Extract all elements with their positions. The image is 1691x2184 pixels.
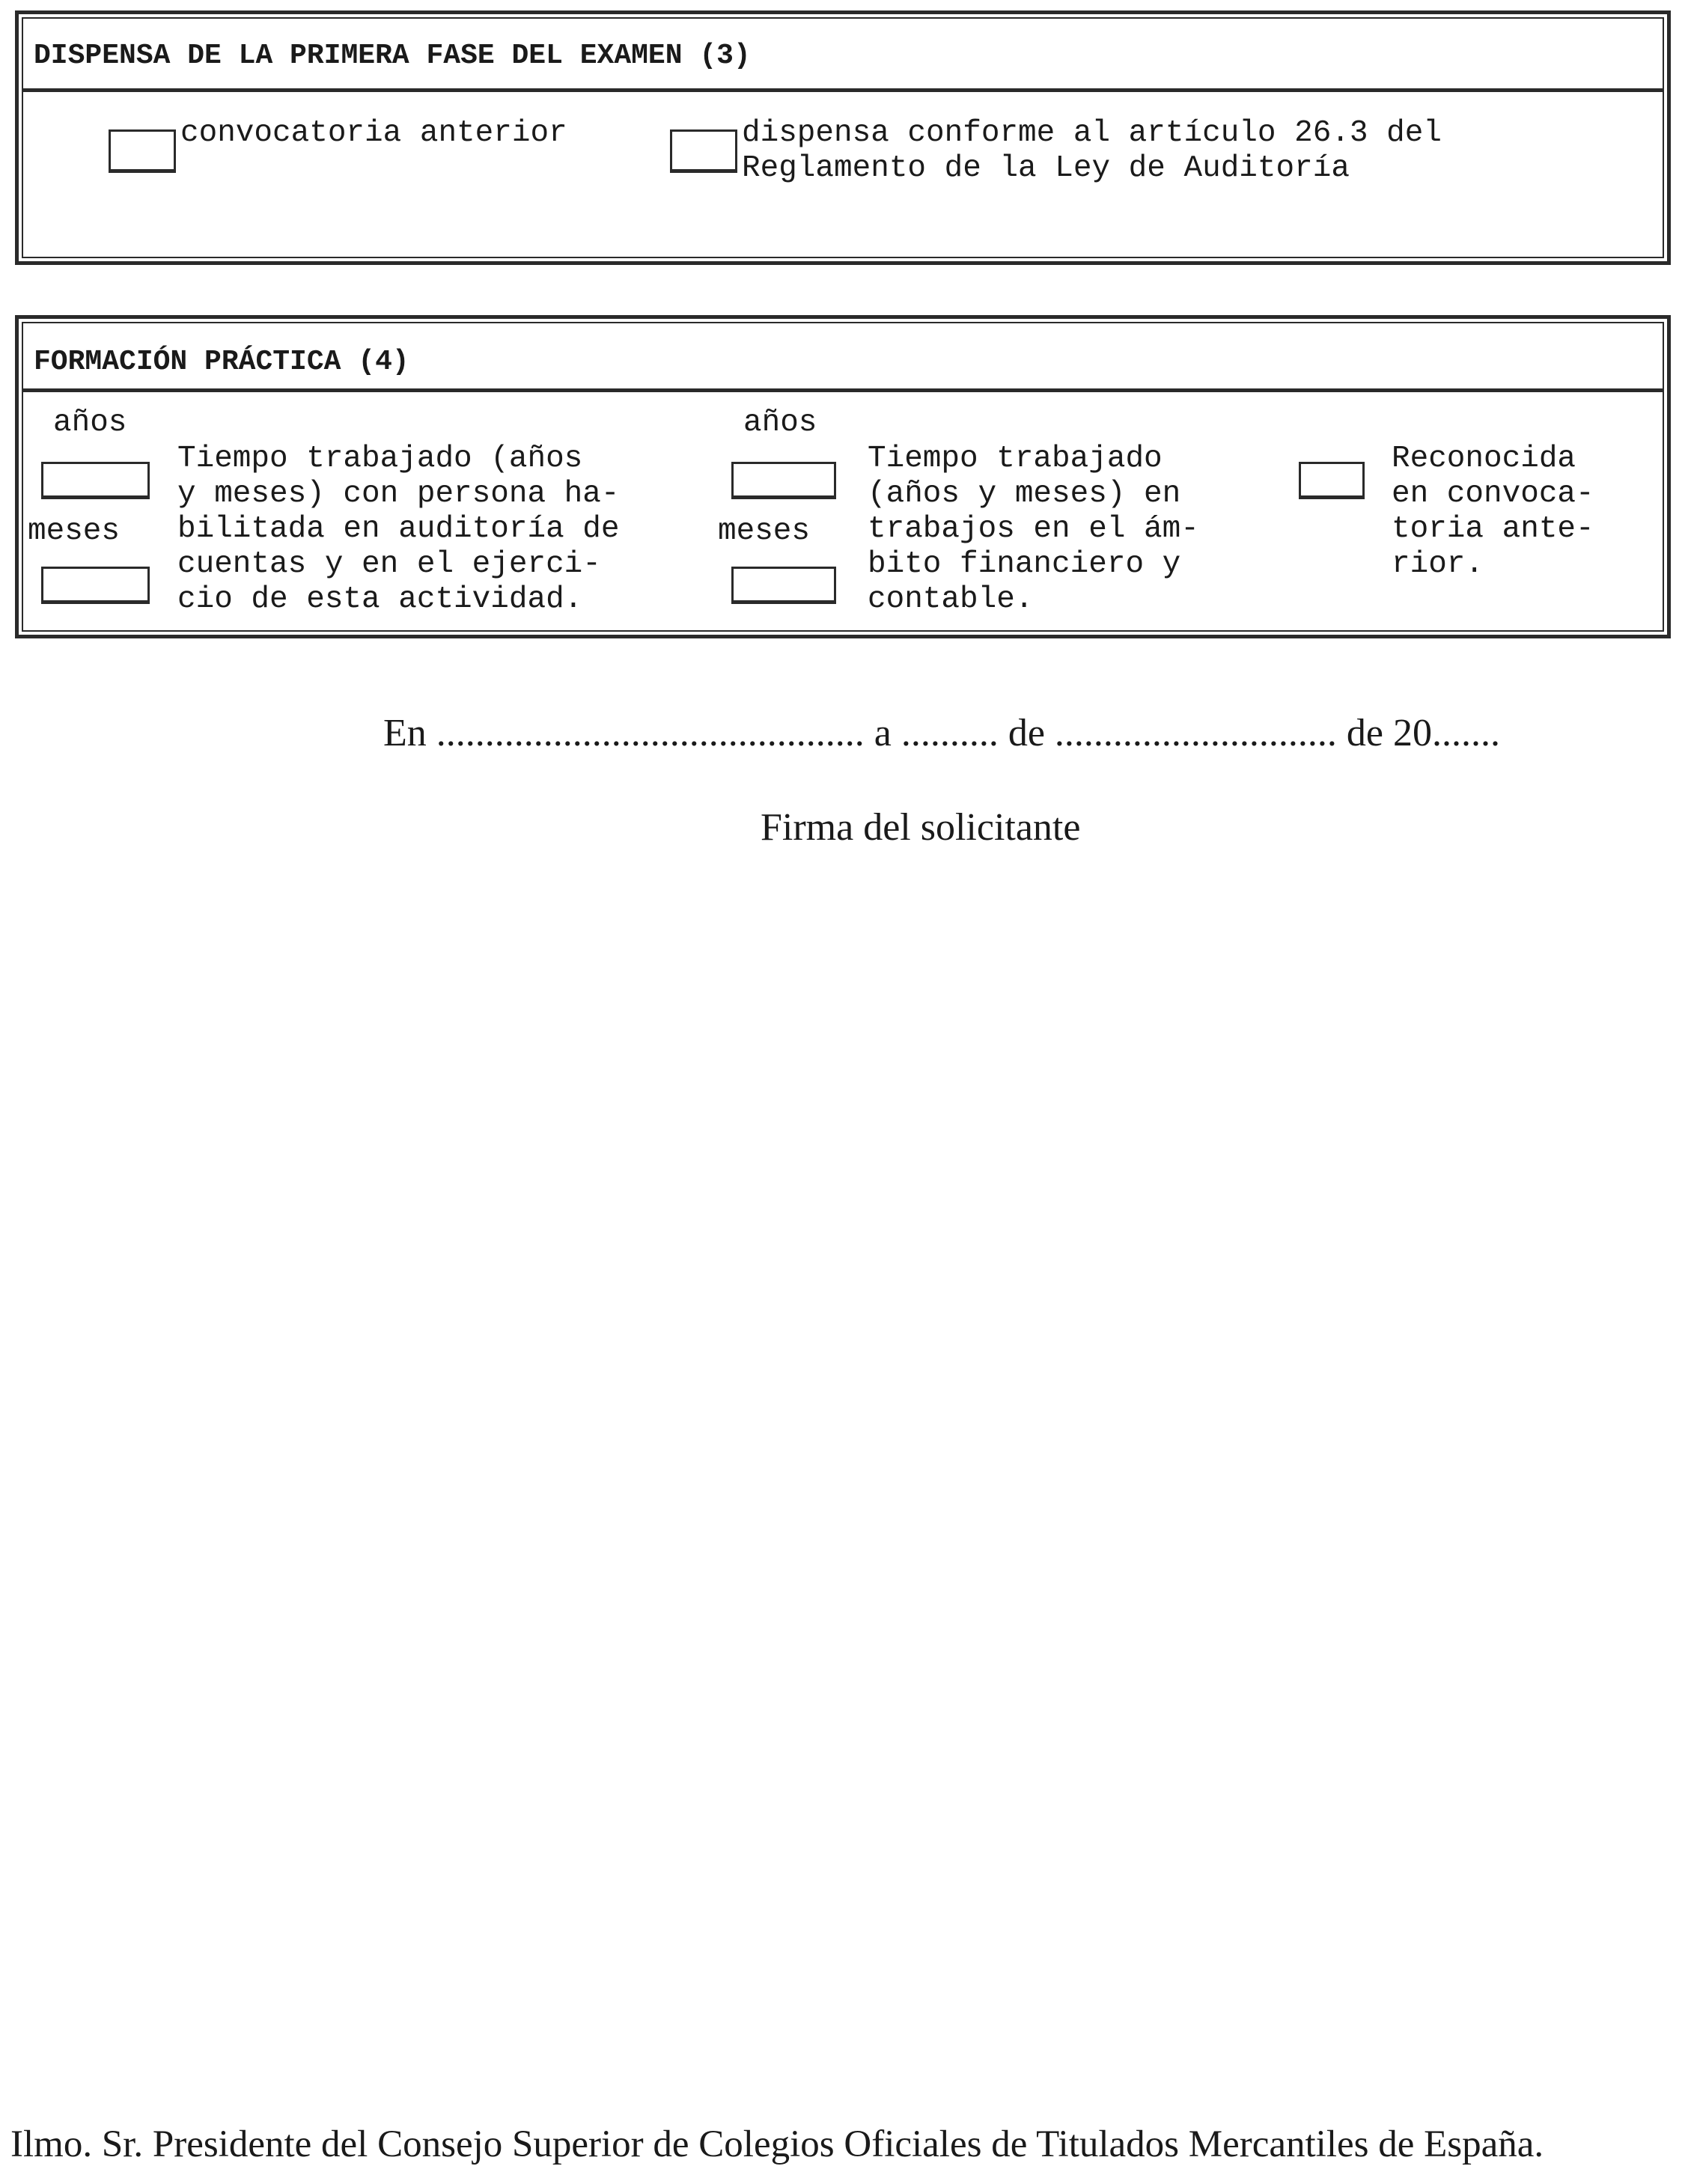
col2-years-label: años <box>743 406 817 440</box>
col3-desc-line3: toria ante- <box>1392 512 1594 546</box>
practical-training-section <box>15 315 1671 638</box>
col2-desc-line4: bito financiero y <box>868 547 1181 582</box>
col1-desc-line2: y meses) con persona ha- <box>177 477 620 511</box>
exemption-section-frame <box>22 17 1664 258</box>
exemption-section-title: DISPENSA DE LA PRIMERA FASE DEL EXAMEN (3) <box>23 19 1663 92</box>
previous-call-label: convocatoria anterior <box>180 116 567 150</box>
exemption-section <box>15 10 1671 265</box>
place-date-line[interactable]: En ............................................ a .......... de ............................. de 20....... <box>383 712 1501 754</box>
col3-desc-line1: Reconocida <box>1392 442 1576 476</box>
col1-years-label: años <box>53 406 127 440</box>
addressee: Ilmo. Sr. Presidente del Consejo Superior de Colegios Oficiales de Titulados Mercantiles de España. <box>10 2123 1544 2165</box>
col2-months-label: meses <box>718 514 811 549</box>
article-26-3-label-line2: Reglamento de la Ley de Auditoría <box>742 151 1350 186</box>
practical-training-section-title: FORMACIÓN PRÁCTICA (4) <box>23 323 1663 392</box>
col3-desc-line4: rior. <box>1392 547 1484 582</box>
col2-desc-line2: (años y meses) en <box>868 477 1181 511</box>
practical-training-section-frame <box>22 322 1664 632</box>
col1-desc-line3: bilitada en auditoría de <box>177 512 620 546</box>
col1-desc-line5: cio de esta actividad. <box>177 582 583 617</box>
applicant-signature-label: Firma del solicitante <box>761 806 1081 849</box>
col2-desc-line3: trabajos en el ám- <box>868 512 1199 546</box>
col2-desc-line1: Tiempo trabajado <box>868 442 1163 476</box>
col1-desc-line1: Tiempo trabajado (años <box>177 442 583 476</box>
article-26-3-label-line1: dispensa conforme al artículo 26.3 del <box>742 116 1442 150</box>
col1-months-label: meses <box>28 514 121 549</box>
previous-call-checkbox[interactable] <box>109 129 176 173</box>
col1-years-box[interactable] <box>41 462 150 499</box>
col2-years-box[interactable] <box>731 462 836 499</box>
col1-desc-line4: cuentas y en el ejerci- <box>177 547 601 582</box>
col1-months-box[interactable] <box>41 567 150 604</box>
col2-months-box[interactable] <box>731 567 836 604</box>
col2-desc-line5: contable. <box>868 582 1034 617</box>
recognized-previous-call-checkbox[interactable] <box>1299 462 1365 499</box>
article-26-3-checkbox[interactable] <box>670 129 737 173</box>
col3-desc-line2: en convoca- <box>1392 477 1594 511</box>
